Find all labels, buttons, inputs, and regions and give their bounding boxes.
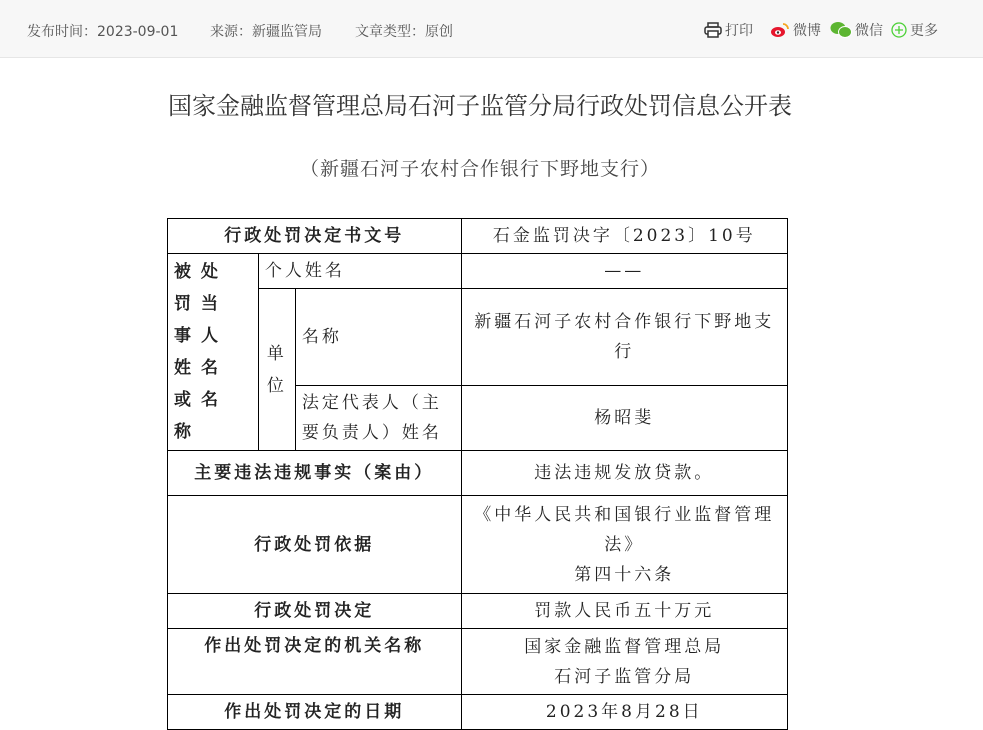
person-label: 个人姓名 [258,254,461,289]
rep-label: 法定代表人（主要负责人）姓名 [295,386,461,451]
name-value: 新疆石河子农村合作银行下野地支行 [461,289,787,386]
page-title: 国家金融监督管理总局石河子监管分局行政处罚信息公开表 [168,92,792,120]
basis-law: 《中华人民共和国银行业监督管理法》 [474,504,775,555]
person-value: —— [461,254,787,289]
authority-label: 作出处罚决定的机关名称 [168,629,462,695]
table-row [168,496,788,594]
wechat-icon [830,21,852,39]
decision-value: 罚款人民币五十万元 [461,594,787,629]
basis-value [461,496,787,594]
party-label: 被处罚当事人姓名或名称 [168,254,259,451]
wechat-label: 微信 [855,23,883,39]
wechat-share-button[interactable] [830,20,883,40]
plus-circle-icon [891,22,907,38]
authority-value [461,629,787,695]
printer-icon [704,22,722,38]
more-label: 更多 [910,23,938,39]
penalty-info-table [167,218,788,730]
table-row [168,289,788,386]
table-row [168,594,788,629]
facts-label: 主要违法违规事实（案由） [168,451,462,496]
basis-label: 行政处罚依据 [168,496,462,594]
authority-line1: 国家金融监督管理总局 [524,636,725,657]
more-share-button[interactable] [891,20,938,40]
weibo-icon [770,22,790,38]
weibo-label: 微博 [793,23,821,39]
date-label: 作出处罚决定的日期 [168,695,462,730]
publish-time: 发布时间：2023-09-01 [27,24,179,40]
article-type: 文章类型：原创 [355,24,453,40]
weibo-share-button[interactable] [770,20,821,40]
date-value: 2023年8月28日 [461,695,787,730]
authority-line2: 石河子监管分局 [554,666,695,687]
table-row [168,695,788,730]
decision-label: 行政处罚决定 [168,594,462,629]
basis-article: 第四十六条 [574,564,675,585]
table-row [168,451,788,496]
article-meta-bar [0,0,983,58]
print-button[interactable] [704,20,753,40]
source: 来源：新疆监管局 [210,24,322,40]
table-row [168,219,788,254]
doc-no-value: 石金监罚决字〔2023〕10号 [461,219,787,254]
unit-label: 单位 [258,289,295,451]
page-subtitle: （新疆石河子农村合作银行下野地支行） [299,158,660,180]
rep-value: 杨昭斐 [461,386,787,451]
facts-value: 违法违规发放贷款。 [461,451,787,496]
table-row [168,629,788,695]
table-row [168,254,788,289]
print-label: 打印 [725,23,753,39]
name-label: 名称 [295,289,461,386]
doc-no-label: 行政处罚决定书文号 [168,219,462,254]
